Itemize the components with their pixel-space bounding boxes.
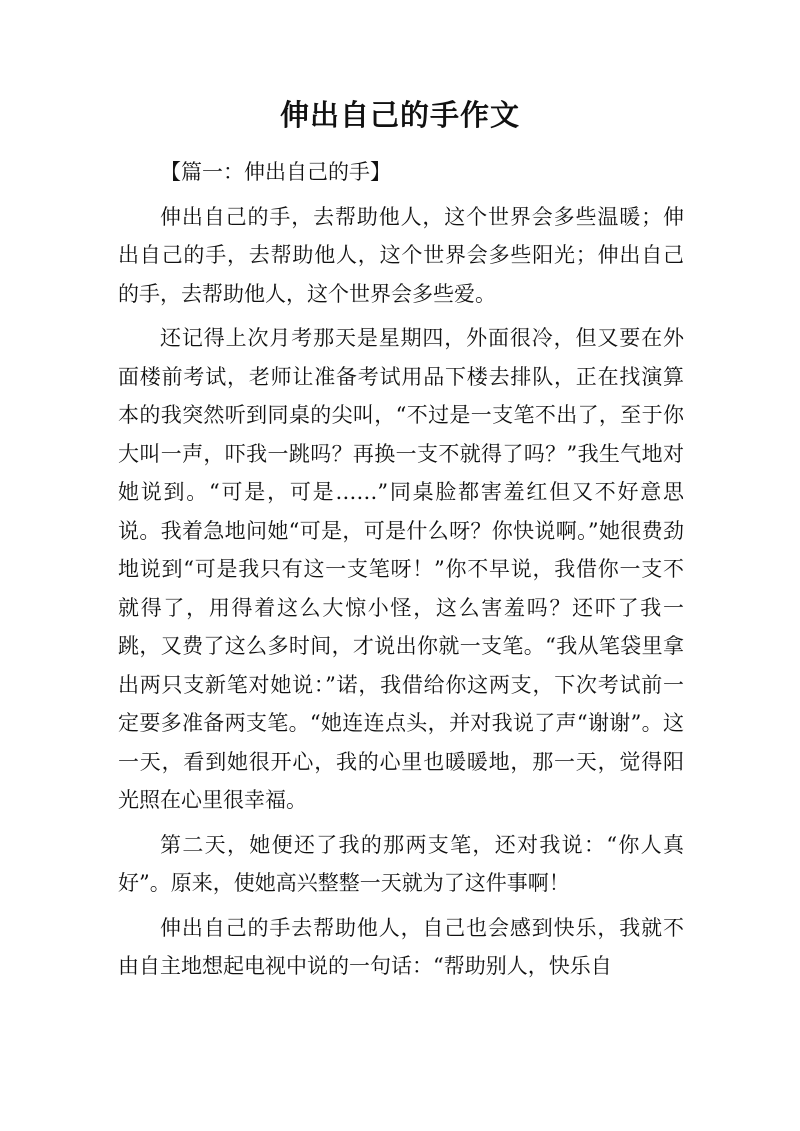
paragraph-1: 伸出自己的手，去帮助他人，这个世界会多些温暖；伸出自己的手，去帮助他人，这个世界会多些阳光；伸出自己的手，去帮助他人，这个世界会多些爱。 <box>118 204 684 306</box>
document-body <box>118 153 684 992</box>
paragraph-3: 第二天，她便还了我的那两支笔，还对我说：“你人真好”。原来，使她高兴整整一天就为了这件事啊！ <box>118 832 684 895</box>
paragraph-4: 伸出自己的手去帮助他人，自己也会感到快乐，我就不由自主地想起电视中说的一句话：“帮助别人，快乐自 <box>118 915 684 978</box>
section-heading: 【篇一：伸出自己的手】 <box>160 160 391 184</box>
document-title: 伸出自己的手作文 <box>279 98 520 132</box>
paragraph-2: 还记得上次月考那天是星期四，外面很冷，但又要在外面楼前考试，老师让准备考试用品下楼去排队，正在找演算本的我突然听到同桌的尖叫，“不过是一支笔不出了，至于你大叫一声，吓我一跳吗？再换一支不就得了吗？”我生气地对她说到。“可是，可是……”同桌脸都害羞红但又不好意思说。我着急地问她“可是，可是什么呀？你快说啊。”她很费劲地说到“可是我只有这一支笔呀！”你不早说，我借你一支不就得了，用得着这么大惊小怪，这么害羞吗？还吓了我一跳，又费了这么多时间，才说出你就一支笔。“我从笔袋里拿出两只支新笔对她说：”诺，我借给你这两支，下次考试前一定要多准备两支笔。“她连连点头，并对我说了声“谢谢”。这一天，看到她很开心，我的心里也暖暖地，那一天，觉得阳光照在心里很幸福。 <box>118 326 684 812</box>
